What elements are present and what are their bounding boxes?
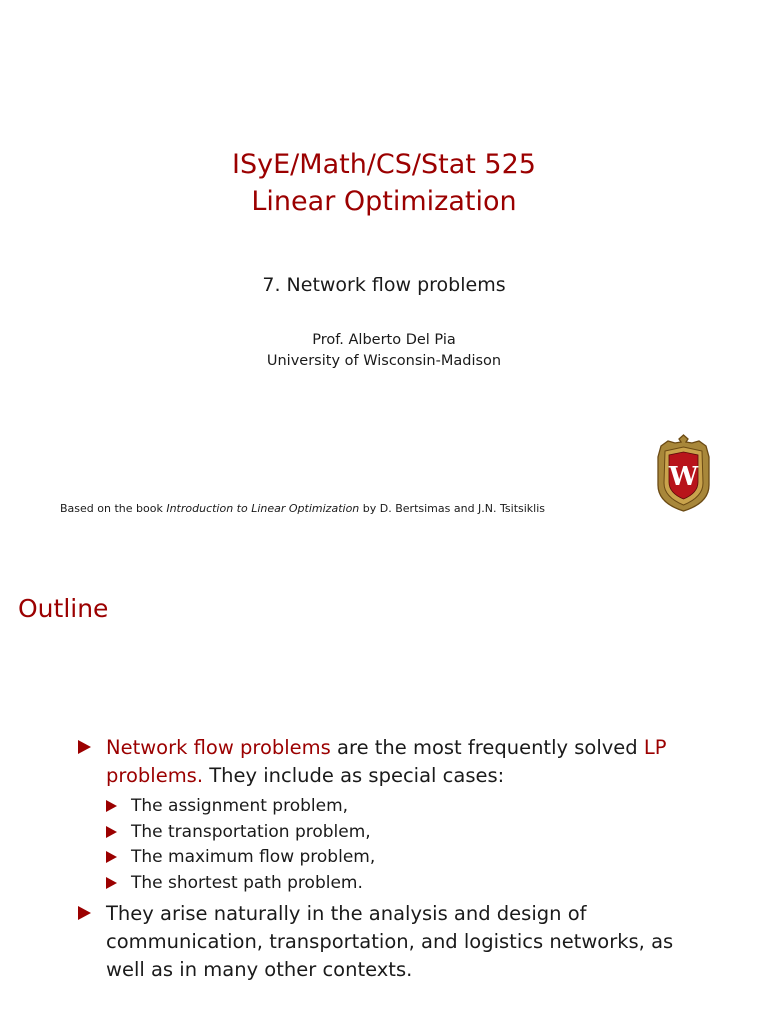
list-item-text: The maximum flow problem, — [131, 847, 376, 867]
course-title-line1: ISyE/Math/CS/Stat 525 — [232, 149, 536, 180]
bullet-text: They arise naturally in the analysis and design of communication, transportation, and logistics networks, as well as in many other contexts. — [106, 902, 674, 981]
outline-slide — [0, 560, 768, 1024]
term-lp-problems: LP problems. — [106, 736, 667, 787]
slide-title: Outline — [18, 594, 109, 623]
list-item — [106, 845, 718, 871]
book-credit-suffix: by D. Bertsimas and J.N. Tsitsiklis — [359, 502, 546, 515]
book-credit-prefix: Based on the book — [60, 502, 167, 515]
special-cases-list — [106, 794, 718, 896]
bullet-triangle-icon — [78, 740, 91, 754]
course-title — [0, 146, 768, 220]
course-title-line2: Linear Optimization — [251, 186, 517, 217]
sub-bullet-triangle-icon — [106, 800, 117, 812]
book-title: Introduction to Linear Optimization — [166, 502, 360, 515]
list-item-text: The transportation problem, — [131, 821, 371, 842]
lecture-title: 7. Network flow problems — [262, 274, 506, 296]
sub-bullet-triangle-icon — [106, 826, 117, 838]
professor-name: Prof. Alberto Del Pia — [312, 332, 456, 348]
term-network-flow: Network flow problems — [106, 736, 331, 759]
bullet-triangle-icon — [78, 906, 91, 920]
crest-letter: W — [668, 462, 699, 492]
bullet-network-flow — [78, 734, 718, 896]
sub-bullet-triangle-icon — [106, 851, 117, 863]
uw-crest-logo — [655, 433, 712, 513]
list-item-text: The assignment problem, — [131, 796, 349, 816]
list-item-text: The shortest path problem. — [131, 872, 363, 893]
bullet-applications — [78, 900, 718, 984]
bullet-text-part: are the most frequently solved — [330, 736, 644, 759]
book-credit — [60, 502, 545, 515]
list-item — [106, 794, 718, 820]
sub-bullet-triangle-icon — [106, 877, 117, 889]
bullet-text-part: They include as special cases: — [203, 764, 505, 787]
university-name: University of Wisconsin-Madison — [266, 353, 502, 369]
author-block — [0, 330, 768, 372]
list-item — [106, 871, 718, 897]
list-item — [106, 820, 718, 846]
bullet-text — [106, 734, 718, 896]
